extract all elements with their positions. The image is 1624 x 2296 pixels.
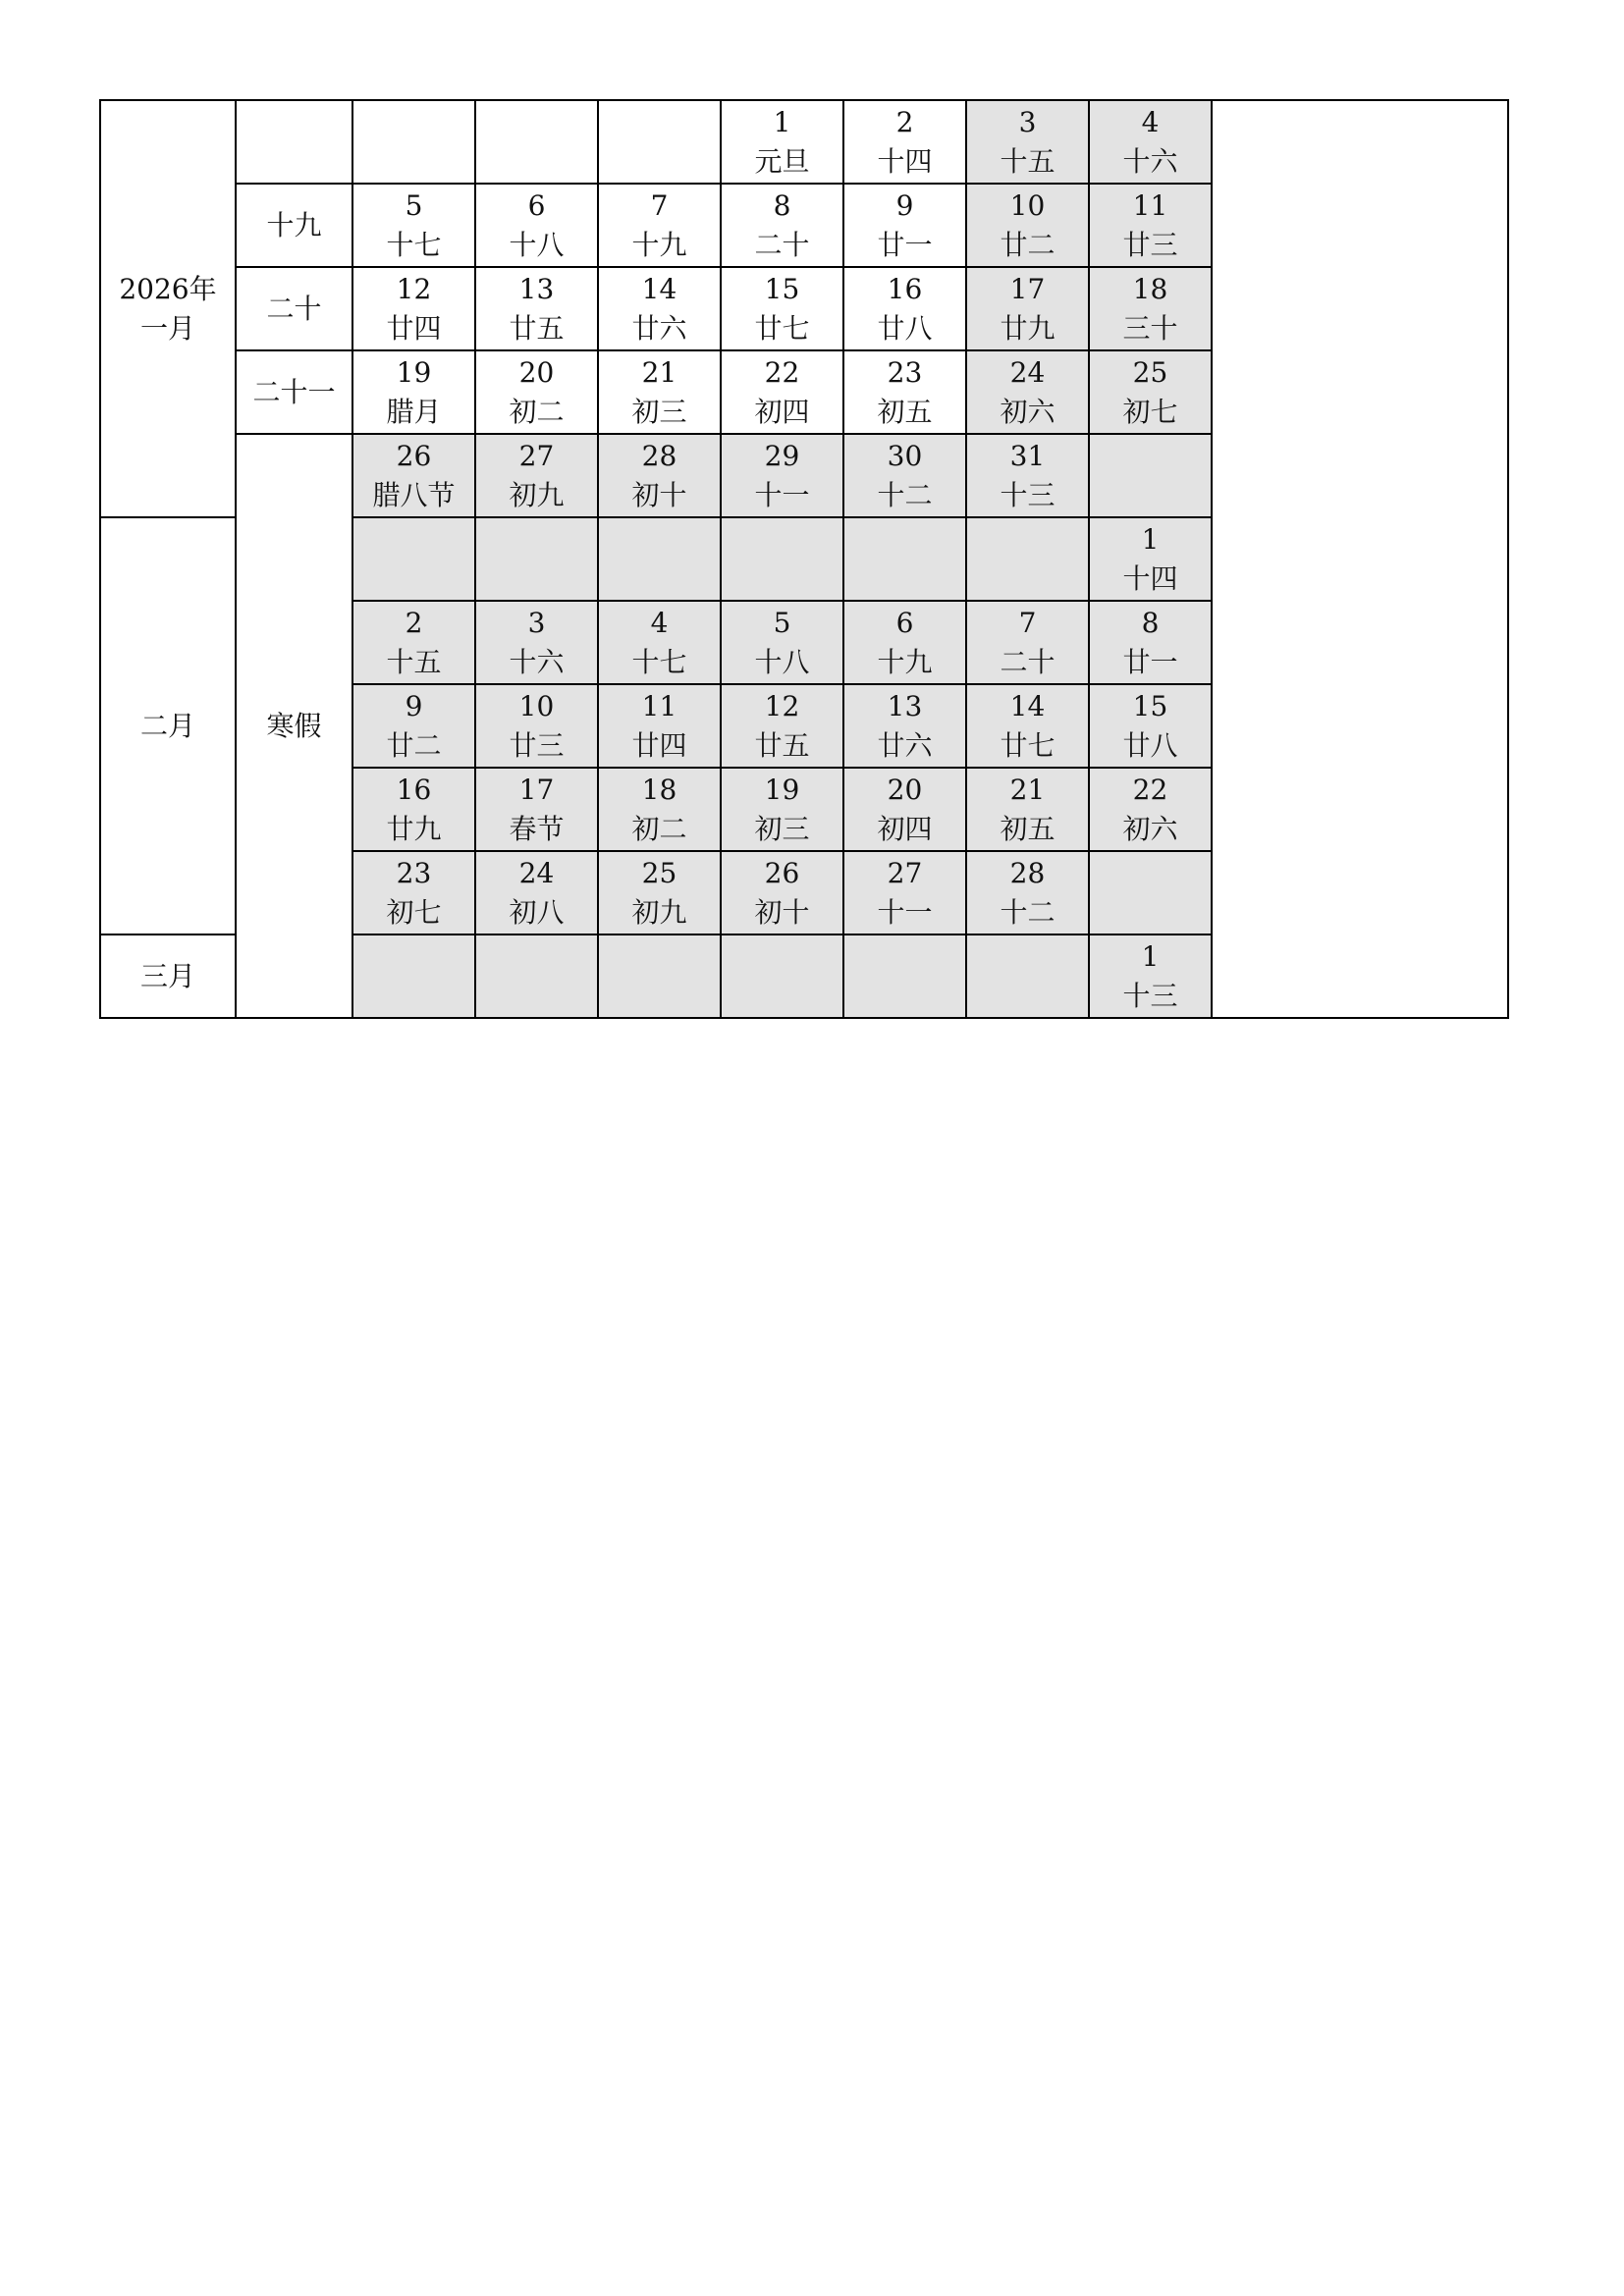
empty-day-cell xyxy=(721,934,843,1018)
day-cell xyxy=(475,851,598,934)
day-number: 21 xyxy=(1009,773,1046,806)
notes-column xyxy=(1212,100,1508,1018)
lunar-date: 廿六 xyxy=(877,728,933,762)
lunar-date: 初五 xyxy=(1000,812,1056,845)
lunar-date: 十五 xyxy=(386,645,442,678)
week-label-empty xyxy=(236,100,352,184)
day-number: 26 xyxy=(396,439,432,472)
empty-day-cell xyxy=(843,934,966,1018)
empty-day-cell xyxy=(721,517,843,601)
day-cell xyxy=(475,184,598,267)
day-cell xyxy=(475,684,598,768)
lunar-date: 腊月 xyxy=(386,395,442,428)
lunar-date: 廿四 xyxy=(631,728,687,762)
day-cell xyxy=(966,100,1089,184)
lunar-date: 十七 xyxy=(631,645,687,678)
lunar-date: 初七 xyxy=(386,895,442,929)
day-cell xyxy=(721,434,843,517)
day-cell xyxy=(721,684,843,768)
lunar-date: 二十 xyxy=(754,228,810,261)
week-row xyxy=(100,100,1508,184)
day-cell xyxy=(352,434,475,517)
day-number: 3 xyxy=(1018,105,1037,138)
lunar-date: 初九 xyxy=(509,478,565,511)
lunar-date: 十九 xyxy=(877,645,933,678)
day-number: 3 xyxy=(527,606,546,639)
day-cell xyxy=(475,601,598,684)
lunar-date: 十九 xyxy=(631,228,687,261)
day-cell xyxy=(843,601,966,684)
empty-day-cell xyxy=(475,517,598,601)
day-cell xyxy=(1089,684,1212,768)
day-number: 28 xyxy=(641,439,677,472)
empty-day-cell xyxy=(1089,851,1212,934)
day-number: 10 xyxy=(1009,188,1046,222)
day-number: 9 xyxy=(405,689,423,722)
day-number: 7 xyxy=(1018,606,1037,639)
lunar-date: 十三 xyxy=(1122,979,1178,1012)
day-cell xyxy=(843,184,966,267)
day-cell xyxy=(352,267,475,350)
day-cell xyxy=(1089,100,1212,184)
day-cell xyxy=(843,684,966,768)
week-label-20-text: 二十 xyxy=(266,292,322,325)
lunar-date: 廿二 xyxy=(1000,228,1056,261)
lunar-date: 十五 xyxy=(1000,144,1056,178)
day-cell xyxy=(598,768,721,851)
day-cell xyxy=(966,684,1089,768)
lunar-date: 廿七 xyxy=(1000,728,1056,762)
day-number: 1 xyxy=(773,105,791,138)
lunar-date: 廿八 xyxy=(877,311,933,345)
lunar-date: 初六 xyxy=(1000,395,1056,428)
day-cell xyxy=(1089,267,1212,350)
day-cell xyxy=(598,350,721,434)
month-label-feb-text: 二月 xyxy=(139,709,195,742)
day-cell xyxy=(721,601,843,684)
vacation-label xyxy=(236,434,352,1018)
lunar-date: 十二 xyxy=(1000,895,1056,929)
day-cell xyxy=(843,851,966,934)
day-number: 27 xyxy=(887,856,923,889)
day-number: 8 xyxy=(773,188,791,222)
day-number: 19 xyxy=(764,773,800,806)
day-cell xyxy=(1089,184,1212,267)
day-cell xyxy=(843,100,966,184)
day-cell xyxy=(843,434,966,517)
empty-day-cell xyxy=(352,100,475,184)
day-number: 20 xyxy=(518,355,555,389)
day-number: 22 xyxy=(764,355,800,389)
day-number: 29 xyxy=(764,439,800,472)
week-label-20 xyxy=(236,267,352,350)
lunar-date: 十一 xyxy=(877,895,933,929)
empty-day-cell xyxy=(598,100,721,184)
day-number: 4 xyxy=(1141,105,1160,138)
lunar-date: 十二 xyxy=(877,478,933,511)
day-number: 1 xyxy=(1141,939,1160,973)
calendar-table xyxy=(99,99,1509,1019)
day-cell xyxy=(721,350,843,434)
day-number: 26 xyxy=(764,856,800,889)
day-cell xyxy=(598,267,721,350)
lunar-date: 初六 xyxy=(1122,812,1178,845)
day-number: 6 xyxy=(527,188,546,222)
lunar-date: 廿一 xyxy=(1122,645,1178,678)
empty-day-cell xyxy=(352,517,475,601)
day-cell xyxy=(475,768,598,851)
day-cell xyxy=(598,184,721,267)
day-number: 30 xyxy=(887,439,923,472)
day-number: 24 xyxy=(1009,355,1046,389)
day-cell xyxy=(352,768,475,851)
day-cell xyxy=(352,851,475,934)
day-cell xyxy=(598,851,721,934)
day-number: 17 xyxy=(518,773,555,806)
day-cell xyxy=(966,601,1089,684)
day-cell xyxy=(721,184,843,267)
day-cell xyxy=(598,601,721,684)
day-number: 6 xyxy=(895,606,914,639)
empty-day-cell xyxy=(598,517,721,601)
day-number: 16 xyxy=(396,773,432,806)
day-number: 2 xyxy=(895,105,914,138)
day-cell xyxy=(598,684,721,768)
lunar-date: 初八 xyxy=(509,895,565,929)
lunar-date: 廿四 xyxy=(386,311,442,345)
empty-day-cell xyxy=(1089,434,1212,517)
lunar-date: 十四 xyxy=(877,144,933,178)
day-cell xyxy=(966,768,1089,851)
day-cell xyxy=(721,768,843,851)
lunar-date: 十八 xyxy=(754,645,810,678)
day-cell xyxy=(966,267,1089,350)
day-cell xyxy=(721,851,843,934)
day-cell xyxy=(352,601,475,684)
lunar-date: 十四 xyxy=(1122,561,1178,595)
lunar-date: 初三 xyxy=(754,812,810,845)
day-cell xyxy=(1089,350,1212,434)
day-number: 24 xyxy=(518,856,555,889)
day-cell xyxy=(966,851,1089,934)
lunar-date: 廿七 xyxy=(754,311,810,345)
day-cell xyxy=(1089,934,1212,1018)
lunar-date: 廿二 xyxy=(386,728,442,762)
day-number: 22 xyxy=(1132,773,1168,806)
lunar-date: 十六 xyxy=(509,645,565,678)
lunar-date: 初四 xyxy=(877,812,933,845)
lunar-date: 十八 xyxy=(509,228,565,261)
day-number: 4 xyxy=(650,606,669,639)
empty-day-cell xyxy=(352,934,475,1018)
day-number: 11 xyxy=(1132,188,1168,222)
day-cell xyxy=(475,434,598,517)
lunar-date: 春节 xyxy=(509,812,565,845)
day-cell xyxy=(966,350,1089,434)
lunar-date: 廿五 xyxy=(509,311,565,345)
lunar-date: 三十 xyxy=(1122,311,1178,345)
empty-day-cell xyxy=(475,934,598,1018)
week-label-19 xyxy=(236,184,352,267)
day-number: 25 xyxy=(1132,355,1168,389)
day-number: 9 xyxy=(895,188,914,222)
month-label-jan xyxy=(100,100,236,517)
month-label-jan-text: 2026年 一月 xyxy=(119,272,217,345)
day-cell xyxy=(352,684,475,768)
day-cell xyxy=(721,267,843,350)
day-cell xyxy=(843,768,966,851)
day-number: 28 xyxy=(1009,856,1046,889)
empty-day-cell xyxy=(598,934,721,1018)
day-cell xyxy=(966,434,1089,517)
day-number: 8 xyxy=(1141,606,1160,639)
lunar-date: 廿三 xyxy=(509,728,565,762)
empty-day-cell xyxy=(843,517,966,601)
day-number: 12 xyxy=(764,689,800,722)
day-number: 5 xyxy=(405,188,423,222)
lunar-date: 初五 xyxy=(877,395,933,428)
month-label-mar-text: 三月 xyxy=(139,959,195,992)
day-number: 20 xyxy=(887,773,923,806)
week-label-21-text: 二十一 xyxy=(252,375,336,408)
day-cell xyxy=(843,350,966,434)
day-number: 23 xyxy=(887,355,923,389)
day-cell xyxy=(475,267,598,350)
day-cell xyxy=(843,267,966,350)
empty-day-cell xyxy=(966,517,1089,601)
lunar-date: 廿九 xyxy=(1000,311,1056,345)
lunar-date: 十六 xyxy=(1122,144,1178,178)
day-number: 13 xyxy=(887,689,923,722)
lunar-date: 初三 xyxy=(631,395,687,428)
day-number: 21 xyxy=(641,355,677,389)
lunar-date: 十一 xyxy=(754,478,810,511)
day-cell xyxy=(475,350,598,434)
lunar-date: 初四 xyxy=(754,395,810,428)
lunar-date: 初十 xyxy=(754,895,810,929)
lunar-date: 二十 xyxy=(1000,645,1056,678)
lunar-date: 初二 xyxy=(631,812,687,845)
day-number: 2 xyxy=(405,606,423,639)
lunar-date: 初九 xyxy=(631,895,687,929)
day-number: 17 xyxy=(1009,272,1046,305)
lunar-date: 廿三 xyxy=(1122,228,1178,261)
day-number: 15 xyxy=(764,272,800,305)
empty-day-cell xyxy=(966,934,1089,1018)
day-number: 23 xyxy=(396,856,432,889)
lunar-date: 廿五 xyxy=(754,728,810,762)
day-number: 1 xyxy=(1141,522,1160,556)
lunar-date: 廿一 xyxy=(877,228,933,261)
day-number: 14 xyxy=(1009,689,1046,722)
day-number: 11 xyxy=(641,689,677,722)
day-number: 15 xyxy=(1132,689,1168,722)
day-cell xyxy=(721,100,843,184)
lunar-date: 元旦 xyxy=(754,144,810,178)
lunar-date: 腊八节 xyxy=(372,478,456,511)
day-cell xyxy=(1089,768,1212,851)
lunar-date: 初二 xyxy=(509,395,565,428)
vacation-label-text: 寒假 xyxy=(266,709,322,742)
lunar-date: 十七 xyxy=(386,228,442,261)
empty-day-cell xyxy=(475,100,598,184)
day-number: 13 xyxy=(518,272,555,305)
day-number: 27 xyxy=(518,439,555,472)
month-label-mar xyxy=(100,934,236,1018)
lunar-date: 十三 xyxy=(1000,478,1056,511)
lunar-date: 廿六 xyxy=(631,311,687,345)
day-number: 18 xyxy=(641,773,677,806)
day-cell xyxy=(352,350,475,434)
calendar-body xyxy=(100,100,1508,1018)
day-number: 14 xyxy=(641,272,677,305)
day-cell xyxy=(966,184,1089,267)
day-cell xyxy=(1089,601,1212,684)
day-number: 31 xyxy=(1009,439,1046,472)
day-cell xyxy=(598,434,721,517)
lunar-date: 廿八 xyxy=(1122,728,1178,762)
day-number: 5 xyxy=(773,606,791,639)
day-cell xyxy=(1089,517,1212,601)
lunar-date: 初七 xyxy=(1122,395,1178,428)
day-number: 10 xyxy=(518,689,555,722)
day-number: 25 xyxy=(641,856,677,889)
day-number: 18 xyxy=(1132,272,1168,305)
week-label-19-text: 十九 xyxy=(266,208,322,241)
month-label-feb xyxy=(100,517,236,934)
day-number: 16 xyxy=(887,272,923,305)
week-label-21 xyxy=(236,350,352,434)
day-number: 12 xyxy=(396,272,432,305)
day-number: 19 xyxy=(396,355,432,389)
day-number: 7 xyxy=(650,188,669,222)
lunar-date: 初十 xyxy=(631,478,687,511)
lunar-date: 廿九 xyxy=(386,812,442,845)
day-cell xyxy=(352,184,475,267)
